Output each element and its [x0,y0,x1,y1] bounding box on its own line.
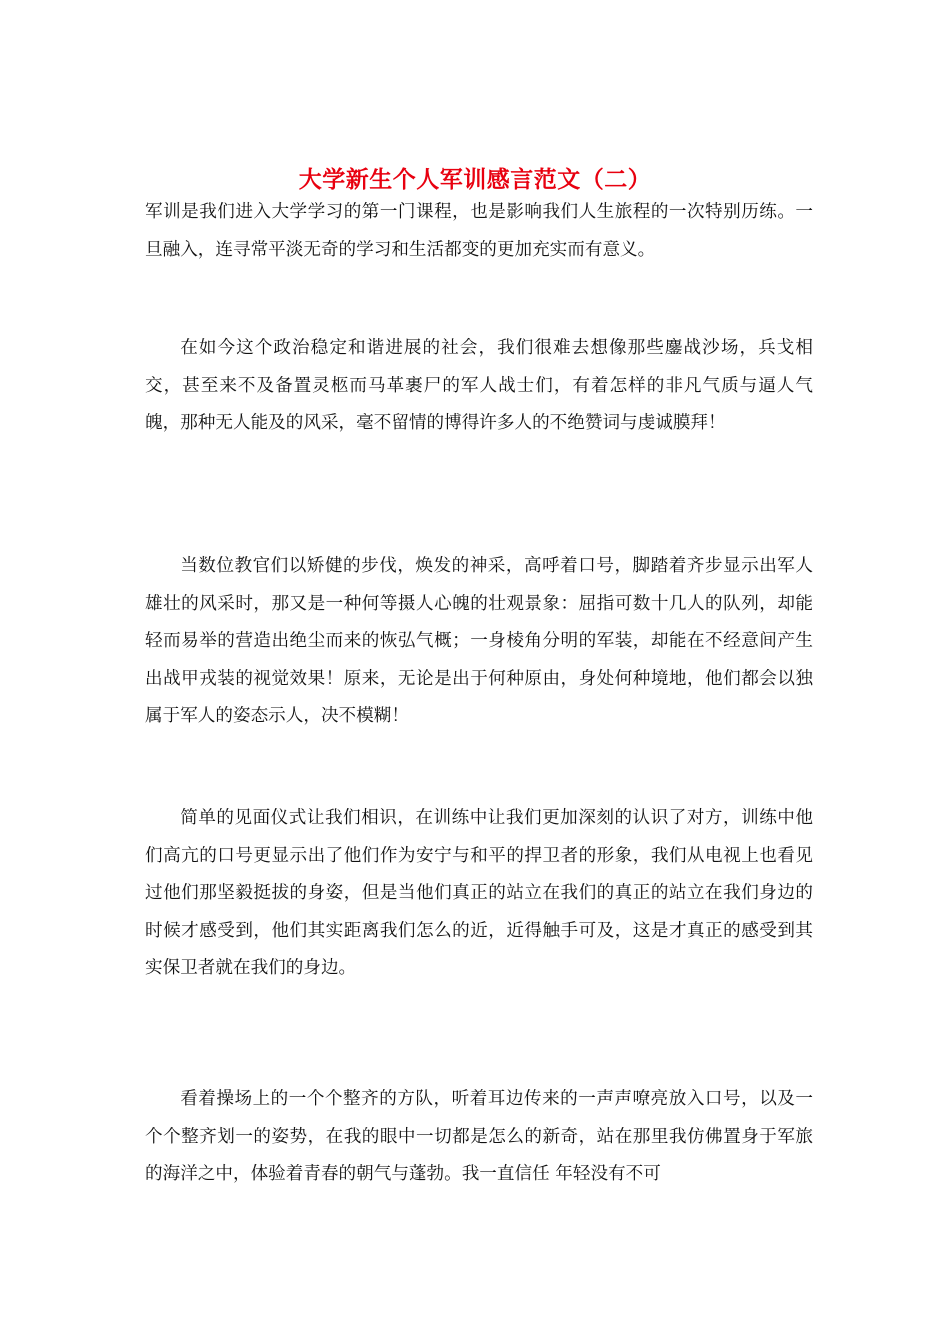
paragraph-instructors: 当数位教官们以矫健的步伐，焕发的神采，高呼着口号，脚踏着齐步显示出军人雄壮的风采时，那又是一种何等摄人心魄的壮观景象：屈指可数十几人的队列，却能轻而易举的营造出绝尘而来的恢弘气概；一身棱角分明的军装，却能在不经意间产生出战甲戎装的视觉效果！原来，无论是出于何种原由，身处何种境地，他们都会以独属于军人的姿态示人，决不模糊！ [145,556,813,726]
paragraph-society: 在如今这个政治稳定和谐进展的社会，我们很难去想像那些鏖战沙场，兵戈相交，甚至来不及备置灵柩而马革裹尸的军人战士们，有着怎样的非凡气质与逼人气魄，那种无人能及的风采，毫不留情的博得许多人的不绝赞词与虔诚膜拜！ [145,338,813,433]
paragraph-intro: 军训是我们进入大学学习的第一门课程，也是影响我们人生旅程的一次特别历练。一旦融入，连寻常平淡无奇的学习和生活都变的更加充实而有意义。 [145,202,813,260]
document-title: 大学新生个人军训感言范文（二） [298,166,652,194]
paragraph-meeting: 简单的见面仪式让我们相识，在训练中让我们更加深刻的认识了对方，训练中他们高亢的口号更显示出了他们作为安宁与和平的捍卫者的形象，我们从电视上也看见过他们那坚毅挺拔的身姿，但是当他们真正的站立在我们的真正的站立在我们身边的时候才感受到，他们其实距离我们怎么的近，近得触手可及，这是才真正的感受到其实保卫者就在我们的身边。 [145,808,813,978]
paragraph-drill-ground: 看着操场上的一个个整齐的方队，听着耳边传来的一声声嘹亮放入口号，以及一个个整齐划一的姿势，在我的眼中一切都是怎么的新奇，站在那里我仿佛置身于军旅的海洋之中，体验着青春的朝气与蓬勃。我一直信任 年轻没有不可 [145,1089,813,1184]
